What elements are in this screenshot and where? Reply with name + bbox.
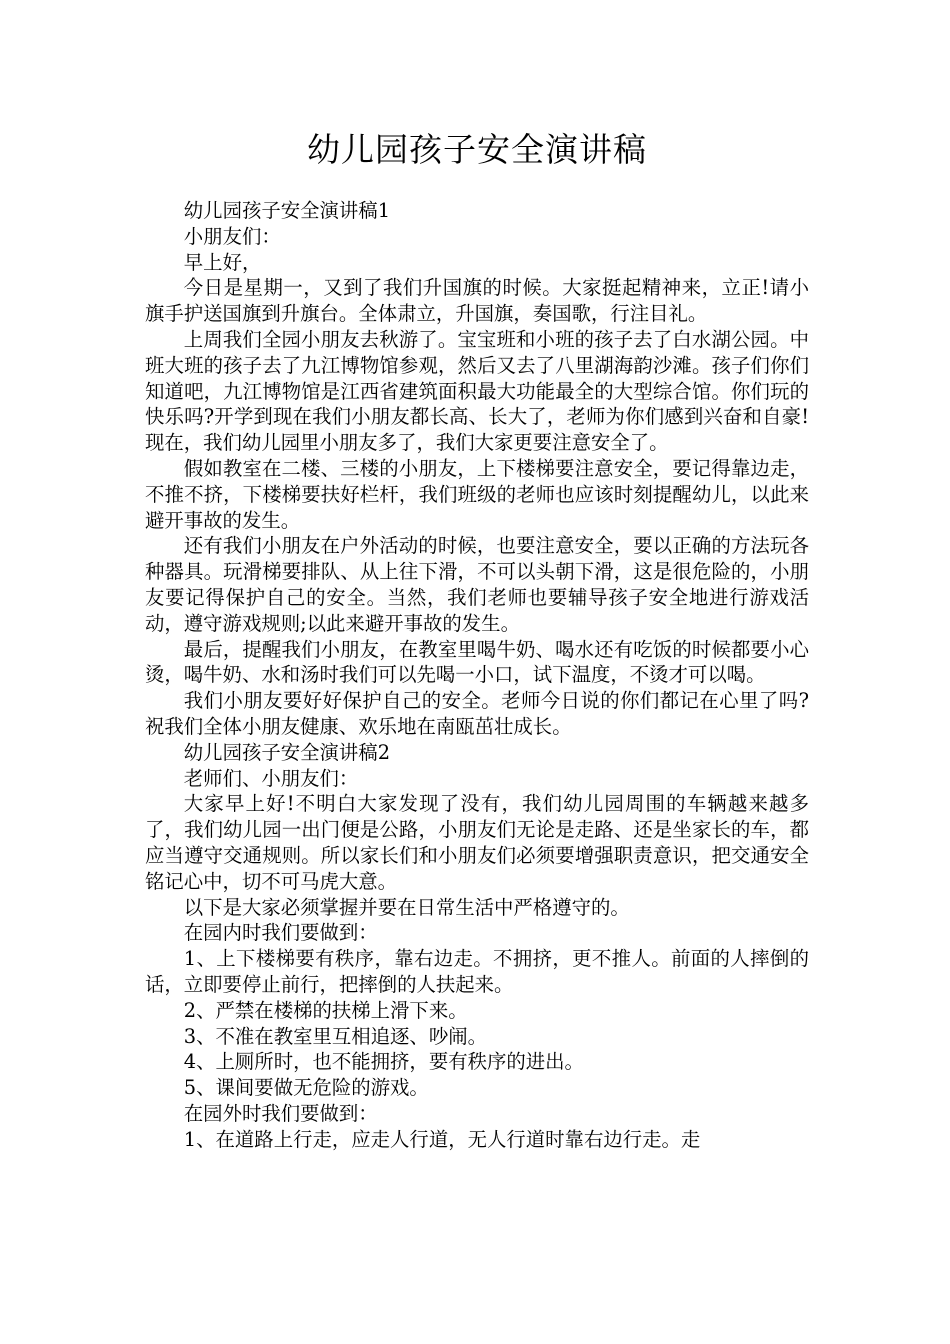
list-item: 2、严禁在楼梯的扶梯上滑下来。 — [183, 998, 468, 1022]
body-paragraph: 最后，提醒我们小朋友，在教室里喝牛奶、喝水还有吃饭的时候都要小心烫，喝牛奶、水和汤时我们可以先喝一小口，试下温度，不烫才可以喝。 — [145, 637, 809, 687]
list-item: 1、上下楼梯要有秩序，靠右边走。不拥挤，更不推人。前面的人摔倒的话，立即要停止前行，把摔倒的人扶起来。 — [145, 947, 809, 996]
body-paragraph: 还有我们小朋友在户外活动的时候，也要注意安全，要以正确的方法玩各种器具。玩滑梯要排队、从上往下滑，不可以头朝下滑，这是很危险的，小朋友要记得保护自己的安全。当然，我们老师也要辅导孩子安全地进行游戏活动，遵守游戏规则;以此来避开事故的发生。 — [145, 534, 809, 635]
greeting-paragraph: 老师们、小朋友们： — [183, 766, 359, 790]
list-heading: 在园外时我们要做到： — [183, 1101, 378, 1125]
body-paragraph: 大家早上好!不明白大家发现了没有，我们幼儿园周围的车辆越来越多了，我们幼儿园一出门便是公路，小朋友们无论是走路、还是坐家长的车，都应当遵守交通规则。所以家长们和小朋友们必须要增强职责意识，把交通安全铭记心中，切不可马虎大意。 — [145, 792, 809, 893]
body-paragraph: 上周我们全园小朋友去秋游了。宝宝班和小班的孩子去了白水湖公园。中班大班的孩子去了九江博物馆参观，然后又去了八里湖海韵沙滩。孩子们你们知道吧，九江博物馆是江西省建筑面积最大功能最全的大型综合馆。你们玩的快乐吗?开学到现在我们小朋友都长高、长大了，老师为你们感到兴奋和自豪!现在，我们幼儿园里小朋友多了，我们大家更要注意安全了。 — [145, 327, 809, 455]
body-paragraph: 我们小朋友要好好保护自己的安全。老师今日说的你们都记在心里了吗?祝我们全体小朋友健康、欢乐地在南瓯茁壮成长。 — [145, 689, 809, 738]
document-body — [145, 198, 809, 1152]
list-item: 3、不准在教室里互相追逐、吵闹。 — [183, 1024, 487, 1048]
list-item: 5、课间要做无危险的游戏。 — [183, 1076, 429, 1100]
section-heading-2: 幼儿园孩子安全演讲稿2 — [183, 740, 391, 764]
list-item: 4、上厕所时，也不能拥挤，要有秩序的进出。 — [183, 1050, 584, 1074]
list-heading: 在园内时我们要做到： — [183, 921, 378, 945]
body-paragraph: 以下是大家必须掌握并要在日常生活中严格遵守的。 — [183, 895, 630, 919]
section-heading-1: 幼儿园孩子安全演讲稿1 — [183, 199, 391, 222]
body-paragraph: 今日是星期一，又到了我们升国旗的时候。大家挺起精神来，立正!请小旗手护送国旗到升旗台。全体肃立，升国旗，奏国歌，行注目礼。 — [145, 276, 809, 326]
greeting-paragraph: 早上好， — [183, 250, 262, 274]
body-paragraph: 假如教室在二楼、三楼的小朋友，上下楼梯要注意安全，要记得靠边走，不推不挤，下楼梯要扶好栏杆，我们班级的老师也应该时刻提醒幼儿，以此来避开事故的发生。 — [145, 456, 809, 532]
greeting-paragraph: 小朋友们： — [183, 224, 281, 248]
document-title: 幼儿园孩子安全演讲稿 — [307, 130, 647, 169]
list-item: 1、在道路上行走，应走人行道，无人行道时靠右边行走。走 — [183, 1127, 701, 1151]
